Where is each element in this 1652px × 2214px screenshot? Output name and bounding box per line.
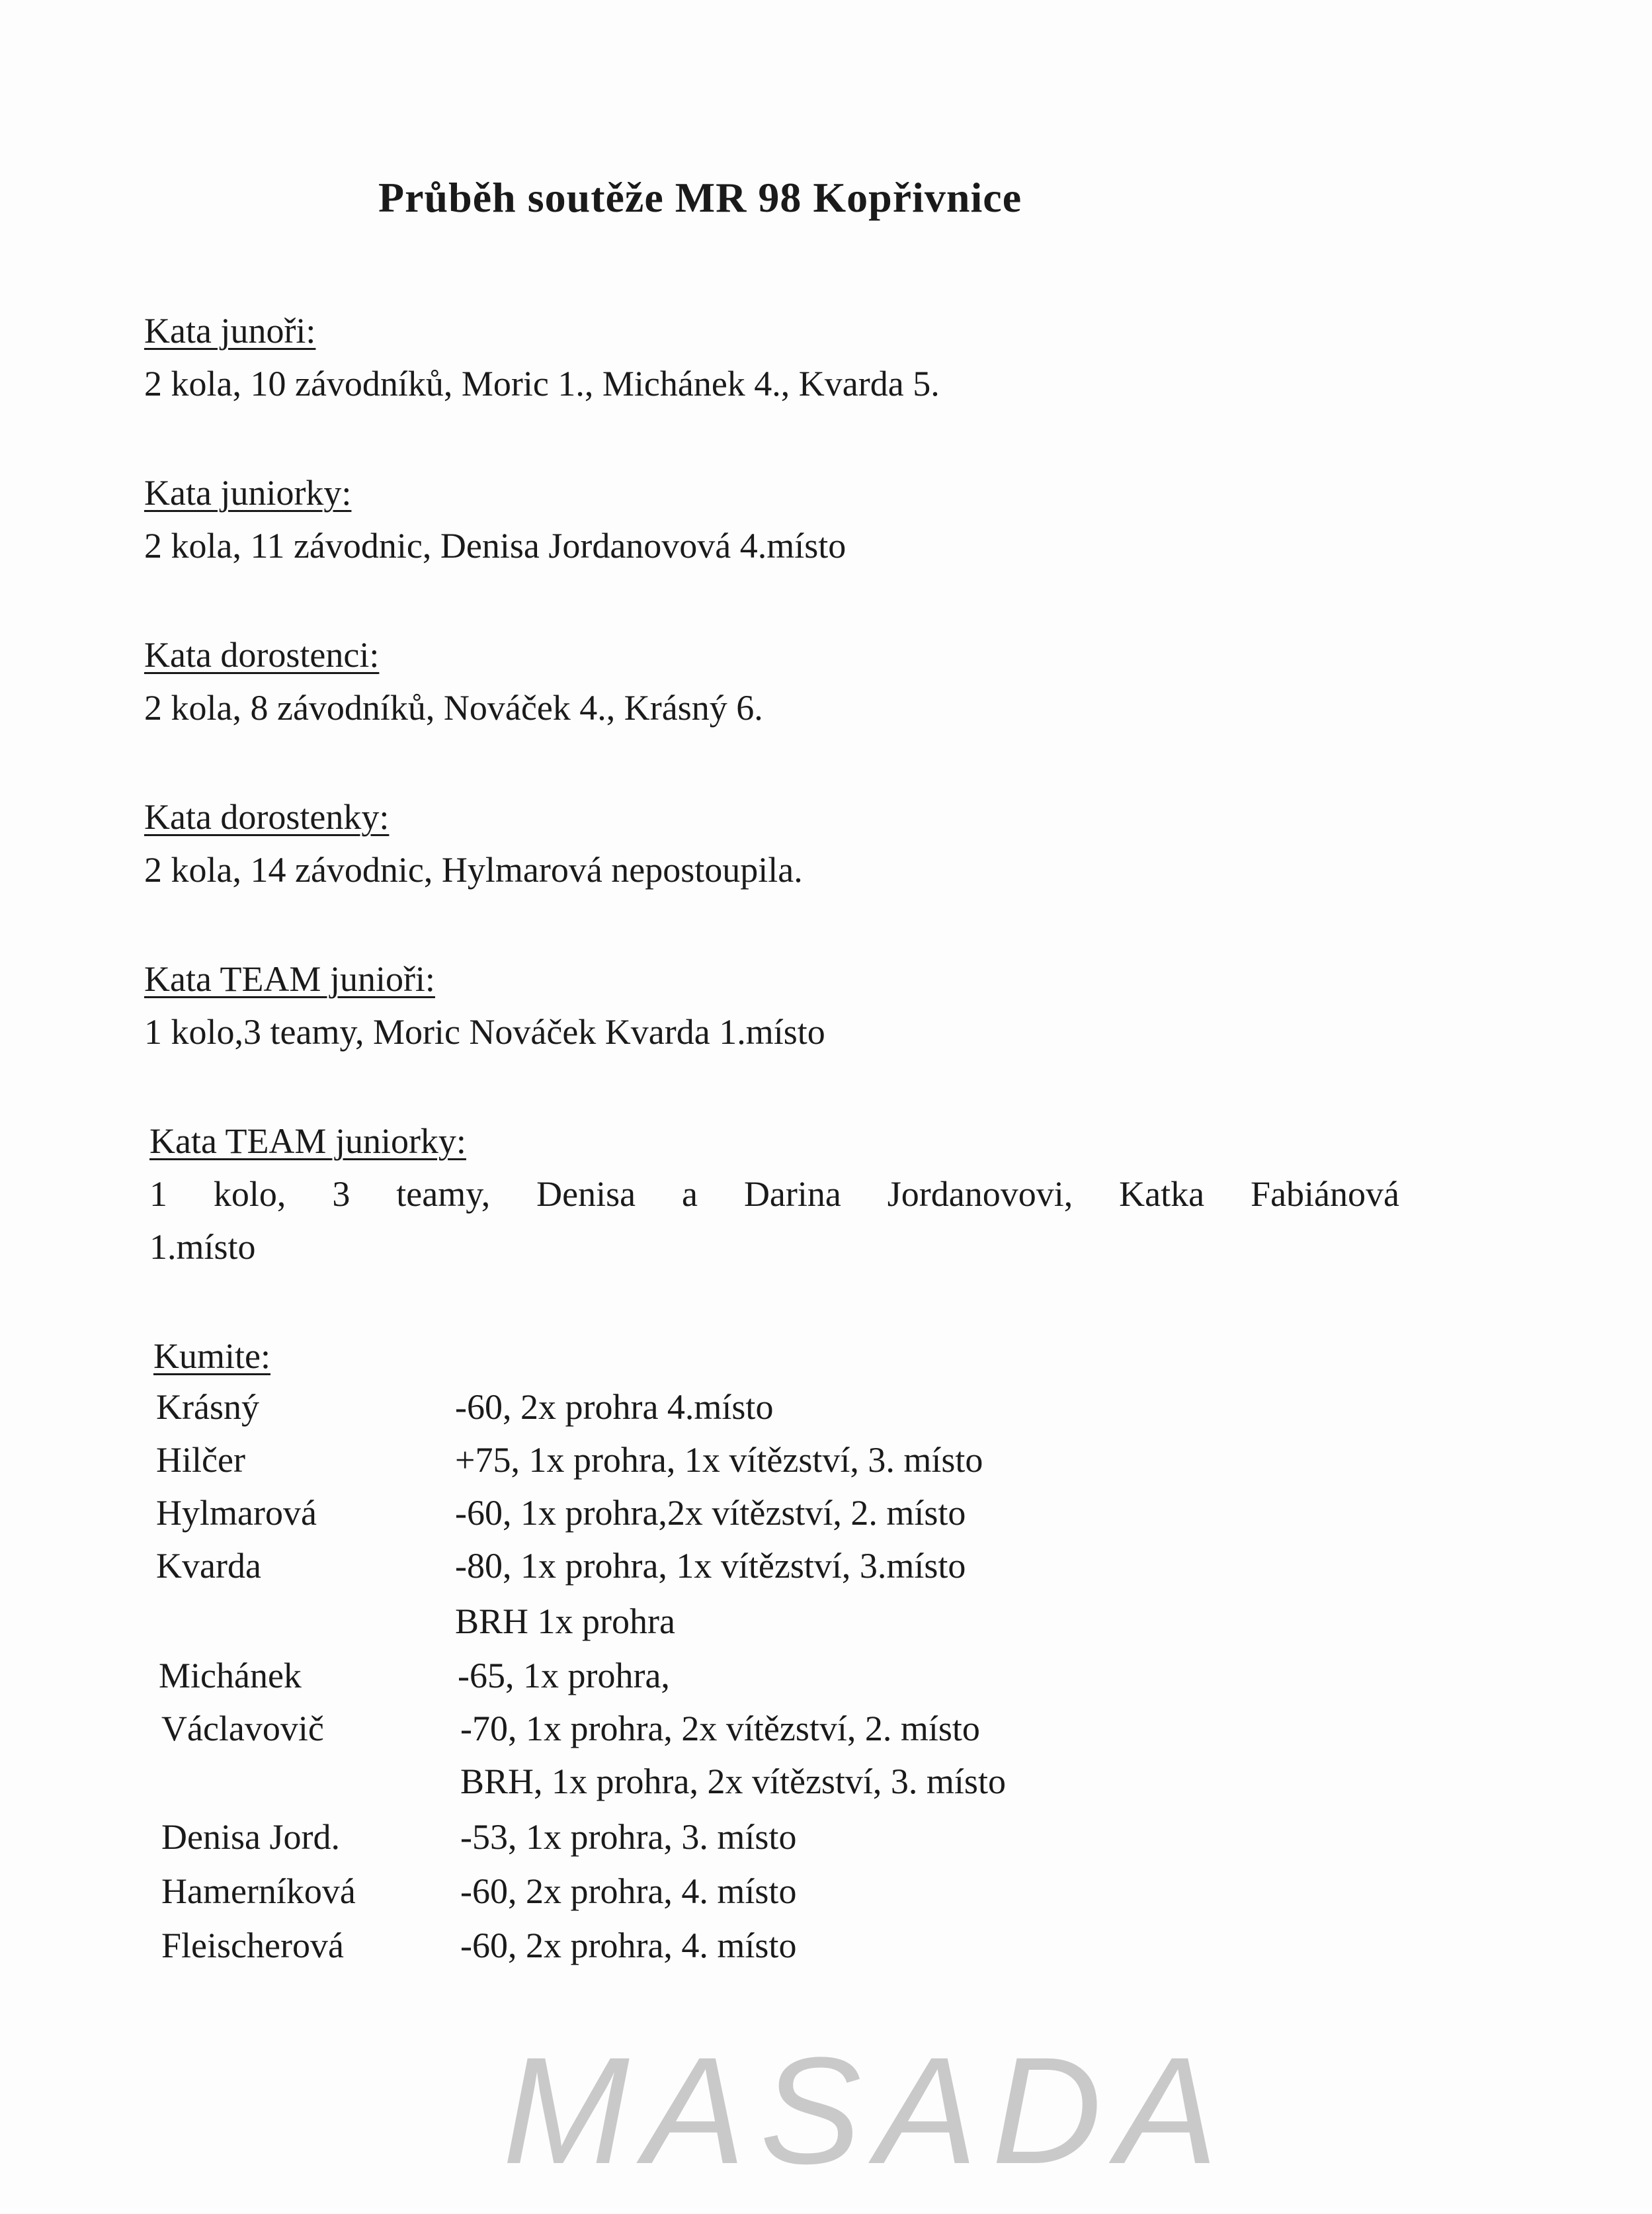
section-text: 1 kolo,3 teamy, Moric Nováček Kvarda 1.místo [144,1012,825,1052]
section-kata-team-juniorky [149,1115,1406,1273]
masada-watermark: MASADA [503,2025,1233,2195]
document-title: Průběh soutěže MR 98 Kopřivnice [378,174,1022,221]
section-kata-dorostenky [144,790,1401,896]
competitor-result: -80, 1x prohra, 1x vítězství, 3.místo [455,1546,966,1586]
section-heading: Kata junoři: [144,311,316,351]
section-heading: Kata TEAM junioři: [144,959,435,999]
competitor-name: Hilčer [156,1440,245,1480]
competitor-name: Hamerníková [161,1871,356,1911]
section-heading: Kata TEAM juniorky: [149,1121,466,1161]
section-kata-dorostenci [144,628,1401,734]
competitor-name: Václavovič [161,1709,324,1748]
section-text: 2 kola, 10 závodníků, Moric 1., Michánek 4., Kvarda 5. [144,364,940,404]
section-heading: Kata dorostenky: [144,797,390,837]
competitor-name: Michánek [159,1656,302,1695]
section-kata-team-juniori [144,953,1401,1058]
section-heading: Kata dorostenci: [144,635,380,675]
competitor-name: Krásný [156,1387,259,1427]
competitor-result: -60, 1x prohra,2x vítězství, 2. místo [455,1493,966,1533]
section-text: 2 kola, 14 závodnic, Hylmarová nepostoupila. [144,850,803,890]
competitor-result: -60, 2x prohra 4.místo [455,1387,774,1427]
section-text: 1 kolo, 3 teamy, Denisa a Darina Jordanovovi, Katka Fabiánová [149,1174,1399,1214]
competitor-result: -65, 1x prohra, [458,1656,670,1695]
section-kata-juniori [144,304,1401,410]
competitor-name: Kvarda [156,1546,261,1586]
competitor-name: Denisa Jord. [161,1817,340,1857]
competitor-name: Hylmarová [156,1493,317,1533]
competitor-result: -70, 1x prohra, 2x vítězství, 2. místo [460,1709,980,1748]
competitor-result: -53, 1x prohra, 3. místo [460,1817,797,1857]
kumite-heading: Kumite: [153,1336,270,1376]
competitor-name: Fleischerová [161,1926,344,1965]
competitor-result: BRH 1x prohra [455,1601,675,1641]
section-text-continued: 1.místo [149,1227,256,1267]
section-text: 2 kola, 8 závodníků, Nováček 4., Krásný 6. [144,688,763,728]
competitor-result: -60, 2x prohra, 4. místo [460,1871,797,1911]
kumite-section [153,1330,270,1383]
competitor-result: -60, 2x prohra, 4. místo [460,1926,797,1965]
section-heading: Kata juniorky: [144,473,352,513]
competitor-result: BRH, 1x prohra, 2x vítězství, 3. místo [460,1762,1006,1801]
section-text: 2 kola, 11 závodnic, Denisa Jordanovová 4.místo [144,526,847,566]
section-kata-juniorky [144,466,1401,572]
competitor-result: +75, 1x prohra, 1x vítězství, 3. místo [455,1440,983,1480]
